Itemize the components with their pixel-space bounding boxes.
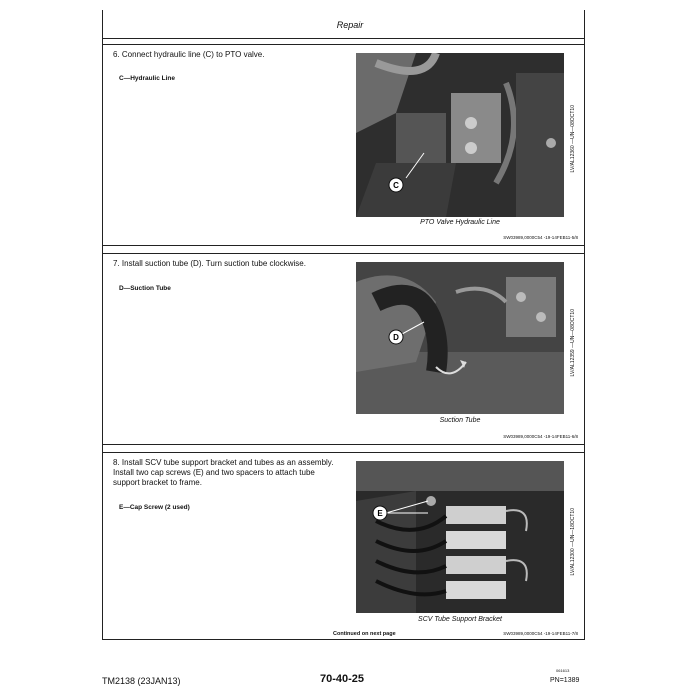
manual-id: TM2138 (23JAN13) xyxy=(102,676,181,686)
step-8-legend: E—Cap Screw (2 used) xyxy=(119,504,190,511)
page-number: 70-40-25 xyxy=(320,673,365,685)
page-pn: PN=1389 xyxy=(550,677,580,684)
step-8-panel xyxy=(102,452,585,640)
step-8-image-id: LV/AL12300 —UN—18OCT10 xyxy=(570,508,576,576)
step-6-caption: PTO Valve Hydraulic Line xyxy=(420,219,500,226)
step-6-ref: SW03989,0000C54 -19-14FEB11-5/8 xyxy=(503,235,578,240)
step-8-ref: SW03989,0000C54 -19-14FEB11-7/8 xyxy=(503,631,578,636)
step-8-text: 8. Install SCV tube support bracket and tubes as an assembly. Install two cap screws (E) and two spacers to attach tube support bracket to frame. xyxy=(113,458,334,487)
step-7-ref: SW03989,0000C54 -19-14FEB11-6/8 xyxy=(503,434,578,439)
scv-bracket-photo xyxy=(356,461,564,613)
step-6-text: 6. Connect hydraulic line (C) to PTO valve. xyxy=(113,50,265,59)
step-7-text: 7. Install suction tube (D). Turn suction tube clockwise. xyxy=(113,259,306,268)
step-7-callout-label: D xyxy=(393,333,399,342)
step-8-caption: SCV Tube Support Bracket xyxy=(418,616,502,623)
step-6-panel xyxy=(102,44,585,246)
continued-note: Continued on next page xyxy=(333,631,396,637)
pto-valve-photo xyxy=(356,53,564,217)
step-7-image-id: LV/AL12359 —UN—08OCT10 xyxy=(570,309,576,377)
step-6-image-id: LV/AL12360 —UN—08OCT10 xyxy=(570,105,576,173)
step-7-panel xyxy=(102,253,585,445)
page-header: Repair xyxy=(336,20,364,30)
step-8-callout-label: E xyxy=(377,509,383,518)
step-6-legend: C—Hydraulic Line xyxy=(119,75,175,82)
header-rule xyxy=(102,38,585,39)
footer-code: 061613 xyxy=(556,668,570,673)
step-7-legend: D—Suction Tube xyxy=(119,285,171,292)
step-6-callout-label: C xyxy=(393,181,399,190)
suction-tube-photo xyxy=(356,262,564,414)
step-7-caption: Suction Tube xyxy=(439,417,481,424)
